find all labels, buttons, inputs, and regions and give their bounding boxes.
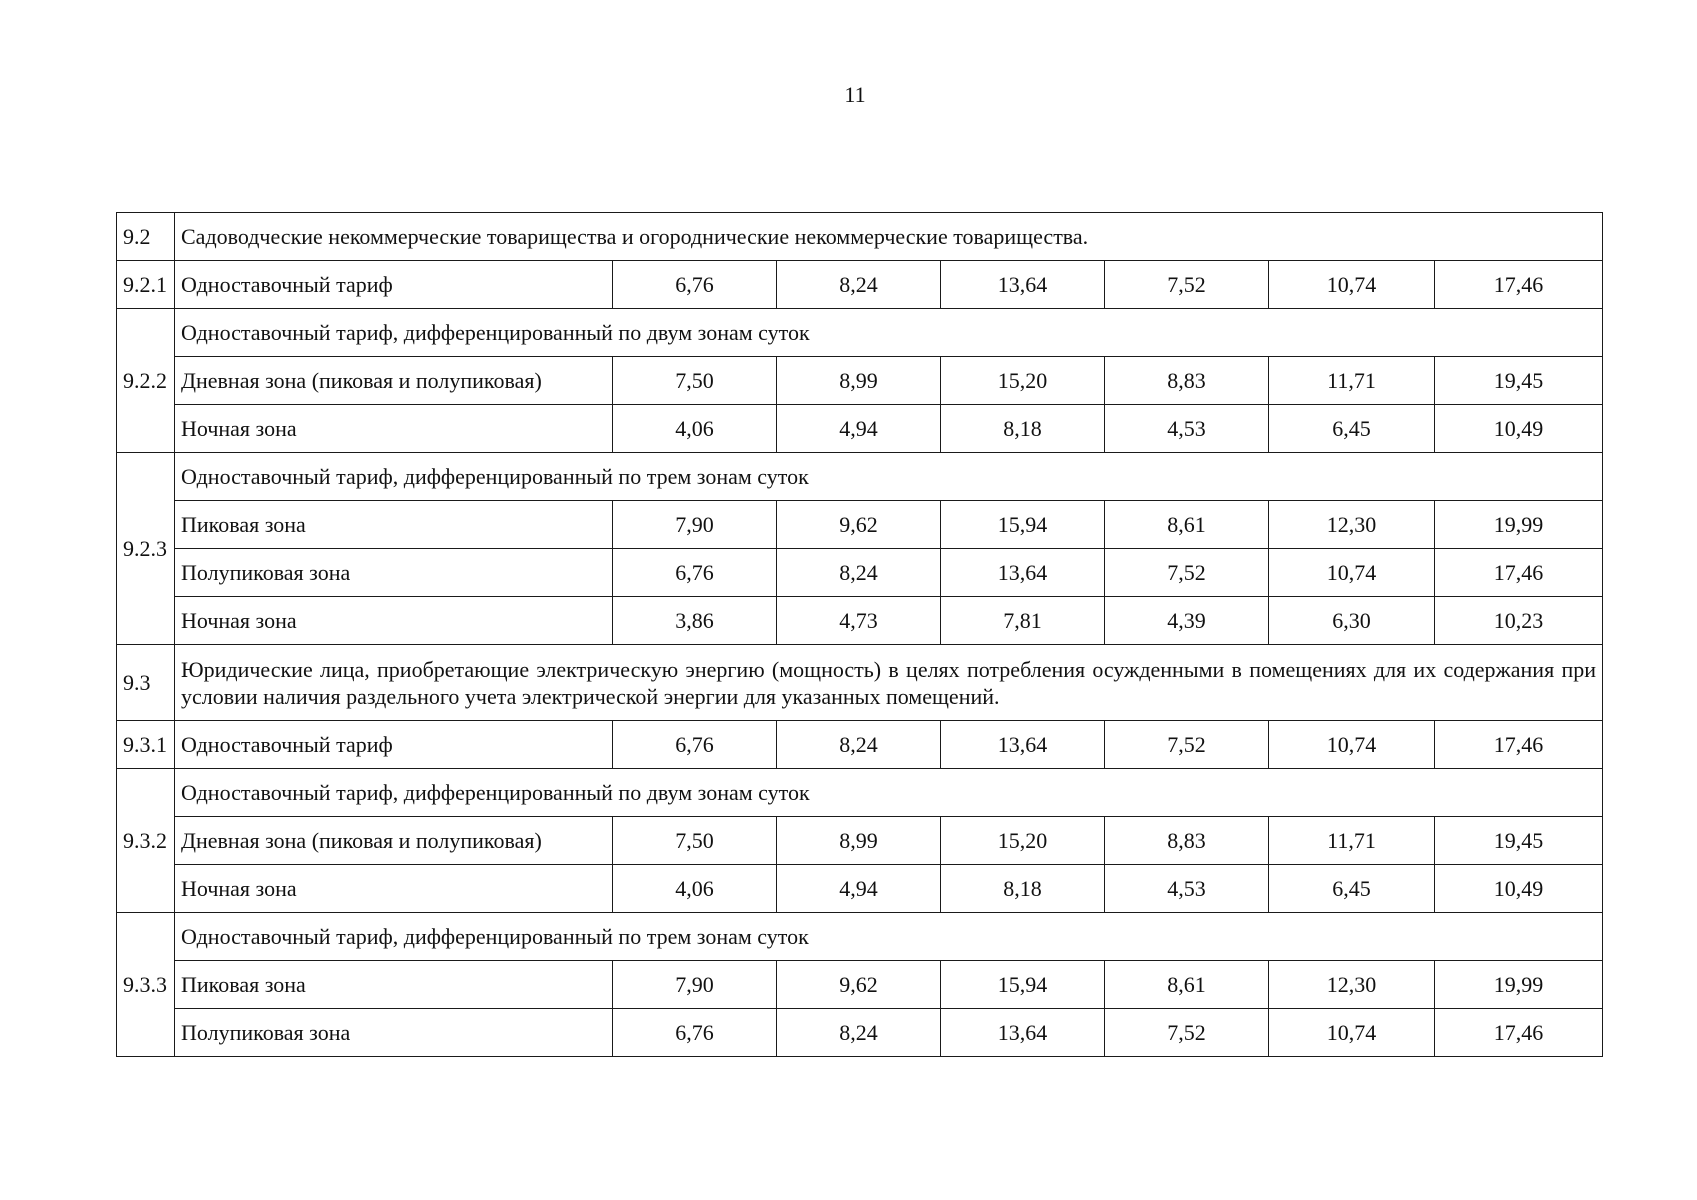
tariff-value: 17,46 [1435,261,1603,309]
row-label: Ночная зона [175,405,613,453]
table-row [117,357,1603,405]
tariff-value: 4,53 [1105,865,1269,913]
table-row [117,405,1603,453]
tariff-value: 4,39 [1105,597,1269,645]
tariff-value: 7,90 [613,501,777,549]
tariff-value: 19,45 [1435,357,1603,405]
tariff-value: 6,76 [613,721,777,769]
row-label: Пиковая зона [175,961,613,1009]
tariff-value: 7,52 [1105,261,1269,309]
row-number: 9.2.3 [117,453,175,645]
tariff-value: 12,30 [1269,961,1435,1009]
table-row [117,261,1603,309]
section-title: Юридические лица, приобретающие электрическую энергию (мощность) в целях потребления осужденными в помещениях для их содержания при условии наличия раздельного учета электрической энергии для указанных помещений. [175,645,1603,721]
tariff-value: 10,74 [1269,261,1435,309]
tariff-value: 8,61 [1105,501,1269,549]
tariff-value: 13,64 [941,721,1105,769]
section-row [117,645,1603,721]
tariff-value: 8,24 [777,721,941,769]
tariff-value: 10,49 [1435,405,1603,453]
tariff-value: 4,53 [1105,405,1269,453]
subheader-row [117,769,1603,817]
tariff-value: 10,74 [1269,1009,1435,1057]
table-row [117,549,1603,597]
tariff-value: 19,99 [1435,501,1603,549]
tariff-value: 9,62 [777,961,941,1009]
subheader-title: Одноставочный тариф, дифференцированный по двум зонам суток [175,769,1603,817]
subheader-row [117,309,1603,357]
tariff-value: 10,49 [1435,865,1603,913]
page-number: 11 [844,82,866,107]
tariff-value: 8,24 [777,261,941,309]
tariff-value: 7,52 [1105,549,1269,597]
tariff-value: 3,86 [613,597,777,645]
row-label: Одноставочный тариф [175,261,613,309]
row-label: Ночная зона [175,597,613,645]
tariff-value: 8,83 [1105,817,1269,865]
row-label: Ночная зона [175,865,613,913]
row-label: Полупиковая зона [175,549,613,597]
tariff-value: 13,64 [941,1009,1105,1057]
row-number: 9.3.3 [117,913,175,1057]
tariff-value: 7,52 [1105,1009,1269,1057]
tariff-value: 7,90 [613,961,777,1009]
subheader-title: Одноставочный тариф, дифференцированный по трем зонам суток [175,453,1603,501]
tariff-value: 19,99 [1435,961,1603,1009]
tariff-value: 10,74 [1269,721,1435,769]
tariff-value: 15,94 [941,501,1105,549]
table-row [117,721,1603,769]
tariff-value: 4,94 [777,405,941,453]
tariff-value: 6,30 [1269,597,1435,645]
row-number: 9.3.2 [117,769,175,913]
subheader-row [117,453,1603,501]
subheader-row [117,913,1603,961]
section-row [117,213,1603,261]
table-row [117,817,1603,865]
table-row [117,501,1603,549]
row-label: Дневная зона (пиковая и полупиковая) [175,357,613,405]
tariff-value: 7,50 [613,357,777,405]
tariff-value: 11,71 [1269,817,1435,865]
row-number: 9.3 [117,645,175,721]
tariff-value: 6,76 [613,549,777,597]
tariff-value: 17,46 [1435,721,1603,769]
tariff-value: 8,99 [777,357,941,405]
table-row [117,1009,1603,1057]
table-row [117,865,1603,913]
tariff-table [116,212,1603,1057]
tariff-value: 19,45 [1435,817,1603,865]
tariff-value: 6,45 [1269,405,1435,453]
tariff-value: 7,52 [1105,721,1269,769]
row-number: 9.2 [117,213,175,261]
row-number: 9.3.1 [117,721,175,769]
tariff-value: 10,23 [1435,597,1603,645]
tariff-value: 13,64 [941,549,1105,597]
tariff-value: 10,74 [1269,549,1435,597]
tariff-value: 8,83 [1105,357,1269,405]
row-label: Одноставочный тариф [175,721,613,769]
row-label: Пиковая зона [175,501,613,549]
tariff-value: 8,99 [777,817,941,865]
tariff-value: 9,62 [777,501,941,549]
tariff-value: 12,30 [1269,501,1435,549]
tariff-value: 8,18 [941,865,1105,913]
section-title: Садоводческие некоммерческие товарищества и огороднические некоммерческие товарищества. [175,213,1603,261]
tariff-table-body [117,213,1603,1057]
row-label: Дневная зона (пиковая и полупиковая) [175,817,613,865]
tariff-value: 15,20 [941,357,1105,405]
row-number: 9.2.2 [117,309,175,453]
table-row [117,961,1603,1009]
tariff-value: 8,24 [777,1009,941,1057]
tariff-value: 8,18 [941,405,1105,453]
row-label: Полупиковая зона [175,1009,613,1057]
tariff-value: 7,81 [941,597,1105,645]
tariff-value: 15,20 [941,817,1105,865]
tariff-value: 6,45 [1269,865,1435,913]
tariff-value: 8,61 [1105,961,1269,1009]
row-number: 9.2.1 [117,261,175,309]
tariff-value: 4,06 [613,865,777,913]
subheader-title: Одноставочный тариф, дифференцированный по трем зонам суток [175,913,1603,961]
tariff-value: 4,06 [613,405,777,453]
tariff-value: 11,71 [1269,357,1435,405]
tariff-value: 4,73 [777,597,941,645]
tariff-value: 4,94 [777,865,941,913]
subheader-title: Одноставочный тариф, дифференцированный по двум зонам суток [175,309,1603,357]
tariff-value: 6,76 [613,1009,777,1057]
table-row [117,597,1603,645]
tariff-value: 7,50 [613,817,777,865]
tariff-value: 17,46 [1435,549,1603,597]
tariff-value: 17,46 [1435,1009,1603,1057]
tariff-value: 8,24 [777,549,941,597]
tariff-value: 13,64 [941,261,1105,309]
tariff-value: 15,94 [941,961,1105,1009]
tariff-value: 6,76 [613,261,777,309]
